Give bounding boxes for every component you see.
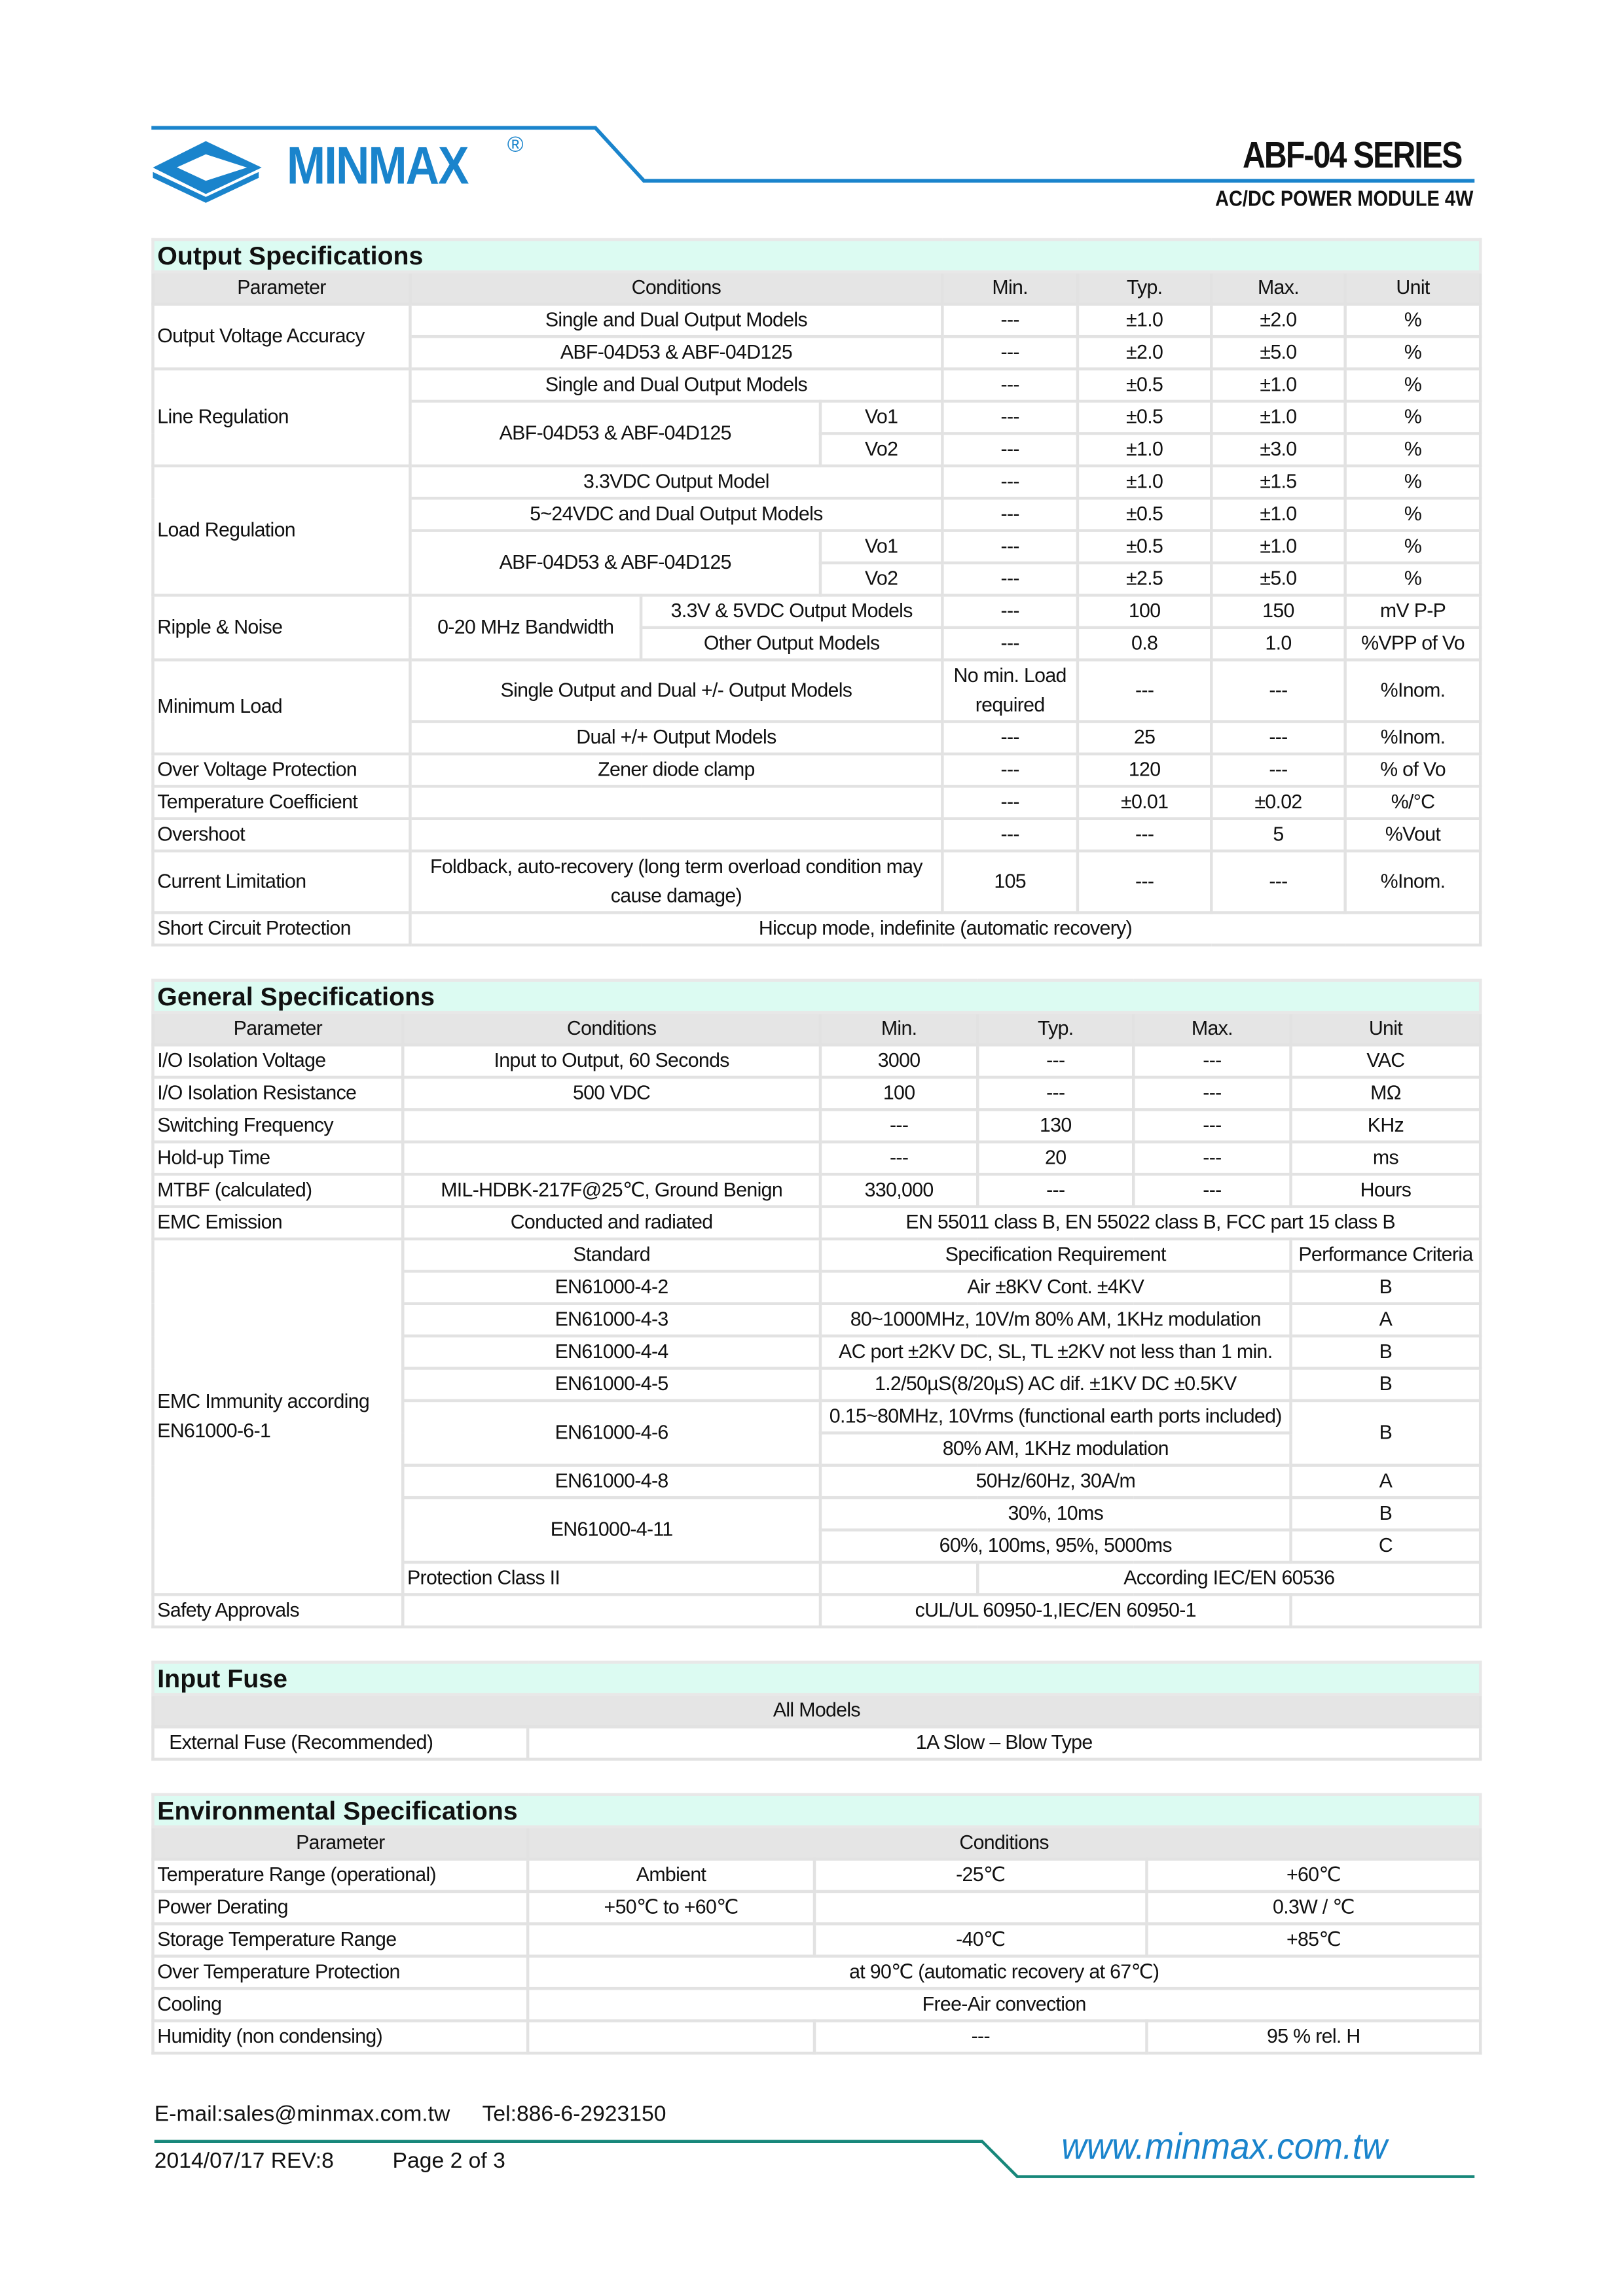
- value-cell: Vo1: [820, 401, 942, 433]
- parameter-cell: Minimum Load: [153, 660, 410, 754]
- value-cell: [410, 819, 942, 851]
- table-row: [153, 1988, 1481, 2020]
- table-row: [153, 1594, 1481, 1626]
- table-row: [153, 1859, 1481, 1892]
- value-cell: Zener diode clamp: [410, 754, 942, 786]
- parameter-cell: I/O Isolation Voltage: [153, 1045, 403, 1077]
- parameter-cell: Ripple & Noise: [153, 595, 410, 660]
- value-cell: Standard: [403, 1239, 820, 1271]
- parameter-cell: Cooling: [153, 1988, 528, 2020]
- value-cell: VAC: [1291, 1045, 1481, 1077]
- value-cell: Single and Dual Output Models: [410, 304, 942, 336]
- value-cell: ±0.01: [1078, 786, 1211, 818]
- value-cell: ABF-04D53 & ABF-04D125: [410, 336, 942, 368]
- value-cell: -25℃: [814, 1859, 1146, 1892]
- value-cell: 80% AM, 1KHz modulation: [820, 1433, 1291, 1465]
- value-cell: EN61000-4-2: [403, 1271, 820, 1303]
- value-cell: ---: [1211, 851, 1345, 912]
- parameter-cell: Current Limitation: [153, 851, 410, 912]
- value-cell: ---: [1078, 660, 1211, 721]
- value-cell: Single Output and Dual +/- Output Models: [410, 660, 942, 721]
- column-header: Parameter: [153, 272, 410, 304]
- table-row: [153, 1956, 1481, 1988]
- value-cell: ---: [942, 304, 1078, 336]
- footer-page-number: Page 2 of 3: [392, 2148, 505, 2174]
- value-cell: at 90℃ (automatic recovery at 67℃): [528, 1956, 1480, 1988]
- value-cell: ±5.0: [1211, 563, 1345, 595]
- value-cell: 0.15~80MHz, 10Vrms (functional earth ports included): [820, 1401, 1291, 1433]
- table-row: [153, 1892, 1481, 1924]
- value-cell: 120: [1078, 754, 1211, 786]
- value-cell: 3.3V & 5VDC Output Models: [641, 595, 942, 627]
- value-cell: ±0.5: [1078, 401, 1211, 433]
- value-cell: EN61000-4-5: [403, 1369, 820, 1401]
- value-cell: +50℃ to +60℃: [528, 1892, 814, 1924]
- value-cell: %: [1345, 531, 1481, 563]
- value-cell: ---: [1211, 754, 1345, 786]
- value-cell: 0.3W / ℃: [1146, 1892, 1480, 1924]
- parameter-cell: EMC Emission: [153, 1207, 403, 1239]
- parameter-cell: Safety Approvals: [153, 1594, 403, 1626]
- value-cell: Other Output Models: [641, 628, 942, 660]
- value-cell: ±1.0: [1078, 304, 1211, 336]
- value-cell: mV P-P: [1345, 595, 1481, 627]
- section-title-row: [153, 1662, 1481, 1695]
- value-cell: ---: [1133, 1109, 1290, 1141]
- column-header: Unit: [1291, 1013, 1481, 1045]
- value-cell: ms: [1291, 1142, 1481, 1174]
- value-cell: ---: [1133, 1077, 1290, 1109]
- column-header: Max.: [1133, 1013, 1290, 1045]
- value-cell: ---: [942, 819, 1078, 851]
- brand-logo-text: MINMAX: [286, 135, 468, 196]
- value-cell: MΩ: [1291, 1077, 1481, 1109]
- value-cell: ---: [942, 786, 1078, 818]
- column-header: All Models: [153, 1695, 1481, 1727]
- column-header: Unit: [1345, 272, 1481, 304]
- value-cell: A: [1291, 1465, 1481, 1498]
- value-cell: 1.2/50µS(8/20µS) AC dif. ±1KV DC ±0.5KV: [820, 1369, 1291, 1401]
- footer-website-link[interactable]: www.minmax.com.tw: [1061, 2126, 1388, 2168]
- value-cell: 5: [1211, 819, 1345, 851]
- column-header: Typ.: [1078, 272, 1211, 304]
- value-cell: %VPP of Vo: [1345, 628, 1481, 660]
- value-cell: 150: [1211, 595, 1345, 627]
- table-row: [153, 595, 1481, 627]
- table-row: [153, 1077, 1481, 1109]
- value-cell: 100: [820, 1077, 977, 1109]
- value-cell: [410, 786, 942, 818]
- value-cell: KHz: [1291, 1109, 1481, 1141]
- value-cell: ±0.02: [1211, 786, 1345, 818]
- value-cell: EN61000-4-8: [403, 1465, 820, 1498]
- output-specifications-table: [151, 238, 1482, 946]
- value-cell: [820, 1562, 977, 1594]
- value-cell: ---: [942, 754, 1078, 786]
- parameter-cell: Storage Temperature Range: [153, 1924, 528, 1956]
- parameter-cell: EMC Immunity according EN61000-6-1: [153, 1239, 403, 1594]
- value-cell: %Inom.: [1345, 851, 1481, 912]
- column-header: Max.: [1211, 272, 1345, 304]
- parameter-cell: Hold-up Time: [153, 1142, 403, 1174]
- value-cell: According IEC/EN 60536: [977, 1562, 1480, 1594]
- column-header: Min.: [820, 1013, 977, 1045]
- value-cell: EN61000-4-11: [403, 1498, 820, 1562]
- value-cell: A: [1291, 1304, 1481, 1336]
- value-cell: Vo2: [820, 563, 942, 595]
- value-cell: [528, 1924, 814, 1956]
- parameter-cell: Line Regulation: [153, 369, 410, 466]
- footer-email: E-mail:sales@minmax.com.tw: [154, 2102, 450, 2127]
- value-cell: 3.3VDC Output Model: [410, 466, 942, 498]
- value-cell: 500 VDC: [403, 1077, 820, 1109]
- table-row: [153, 466, 1481, 498]
- value-cell: ±1.0: [1078, 433, 1211, 465]
- table-row: [153, 1142, 1481, 1174]
- parameter-cell: Temperature Coefficient: [153, 786, 410, 818]
- value-cell: ---: [942, 722, 1078, 754]
- value-cell: cUL/UL 60950-1,IEC/EN 60950-1: [820, 1594, 1291, 1626]
- value-cell: ±1.0: [1211, 531, 1345, 563]
- value-cell: B: [1291, 1336, 1481, 1368]
- value-cell: ±3.0: [1211, 433, 1345, 465]
- table-row: [153, 754, 1481, 786]
- value-cell: -40℃: [814, 1924, 1146, 1956]
- value-cell: ---: [820, 1109, 977, 1141]
- section-title-row: [153, 980, 1481, 1013]
- value-cell: +60℃: [1146, 1859, 1480, 1892]
- table-row: [153, 369, 1481, 401]
- value-cell: ±1.0: [1211, 401, 1345, 433]
- value-cell: ABF-04D53 & ABF-04D125: [410, 531, 820, 596]
- value-cell: ---: [1078, 851, 1211, 912]
- value-cell: ---: [942, 628, 1078, 660]
- value-cell: 95 % rel. H: [1146, 2021, 1480, 2053]
- value-cell: Hours: [1291, 1174, 1481, 1206]
- series-title: ABF-04 SERIES: [1242, 135, 1462, 177]
- value-cell: [403, 1142, 820, 1174]
- input-fuse-table: [151, 1660, 1482, 1761]
- column-header: Conditions: [410, 272, 942, 304]
- table-row: [153, 912, 1481, 944]
- value-cell: %: [1345, 563, 1481, 595]
- value-cell: 30%, 10ms: [820, 1498, 1291, 1530]
- value-cell: %: [1345, 433, 1481, 465]
- value-cell: B: [1291, 1498, 1481, 1530]
- column-header: Conditions: [403, 1013, 820, 1045]
- value-cell: [403, 1594, 820, 1626]
- value-cell: 0-20 MHz Bandwidth: [410, 595, 641, 660]
- value-cell: %: [1345, 401, 1481, 433]
- value-cell: 100: [1078, 595, 1211, 627]
- value-cell: % of Vo: [1345, 754, 1481, 786]
- value-cell: Input to Output, 60 Seconds: [403, 1045, 820, 1077]
- value-cell: Conducted and radiated: [403, 1207, 820, 1239]
- value-cell: +85℃: [1146, 1924, 1480, 1956]
- column-header: Parameter: [153, 1013, 403, 1045]
- value-cell: ---: [942, 595, 1078, 627]
- environmental-specifications-table: [151, 1793, 1482, 2055]
- value-cell: EN61000-4-6: [403, 1401, 820, 1465]
- value-cell: ±2.0: [1078, 336, 1211, 368]
- section-title: Output Specifications: [153, 240, 1481, 272]
- page-footer: [151, 2102, 1479, 2193]
- value-cell: 1.0: [1211, 628, 1345, 660]
- value-cell: [528, 2021, 814, 2053]
- table-row: [153, 819, 1481, 851]
- footer-date-revision: 2014/07/17 REV:8: [154, 2148, 334, 2174]
- value-cell: 5~24VDC and Dual Output Models: [410, 498, 942, 530]
- table-row: [153, 1727, 1481, 1759]
- table-row: [153, 1045, 1481, 1077]
- value-cell: ---: [1133, 1045, 1290, 1077]
- value-cell: Single and Dual Output Models: [410, 369, 942, 401]
- value-cell: Specification Requirement: [820, 1239, 1291, 1271]
- section-title: General Specifications: [153, 980, 1481, 1013]
- general-specifications-table: [151, 979, 1482, 1629]
- value-cell: ---: [977, 1077, 1133, 1109]
- parameter-cell: Temperature Range (operational): [153, 1859, 528, 1892]
- value-cell: 50Hz/60Hz, 30A/m: [820, 1465, 1291, 1498]
- value-cell: ---: [977, 1174, 1133, 1206]
- value-cell: 60%, 100ms, 95%, 5000ms: [820, 1530, 1291, 1562]
- value-cell: Vo1: [820, 531, 942, 563]
- value-cell: Hiccup mode, indefinite (automatic recovery): [410, 912, 1480, 944]
- value-cell: %: [1345, 336, 1481, 368]
- table-row: [153, 1109, 1481, 1141]
- product-subtitle: AC/DC POWER MODULE 4W: [1214, 187, 1473, 212]
- value-cell: 1A Slow – Blow Type: [528, 1727, 1480, 1759]
- value-cell: %: [1345, 466, 1481, 498]
- value-cell: %: [1345, 498, 1481, 530]
- value-cell: ---: [1211, 660, 1345, 721]
- value-cell: AC port ±2KV DC, SL, TL ±2KV not less than 1 min.: [820, 1336, 1291, 1368]
- section-title-row: [153, 240, 1481, 272]
- value-cell: No min. Load required: [942, 660, 1078, 721]
- value-cell: ---: [942, 401, 1078, 433]
- value-cell: Performance Criteria: [1291, 1239, 1481, 1271]
- parameter-cell: Overshoot: [153, 819, 410, 851]
- value-cell: [1291, 1594, 1481, 1626]
- value-cell: %Inom.: [1345, 660, 1481, 721]
- section-title-row: [153, 1795, 1481, 1827]
- table-row: [153, 660, 1481, 721]
- minmax-logo-icon: [153, 141, 262, 203]
- value-cell: ---: [942, 498, 1078, 530]
- value-cell: ---: [814, 2021, 1146, 2053]
- parameter-cell: External Fuse (Recommended): [153, 1727, 528, 1759]
- registered-mark: ®: [507, 132, 524, 158]
- parameter-cell: Over Temperature Protection: [153, 1956, 528, 1988]
- value-cell: ±0.5: [1078, 531, 1211, 563]
- value-cell: ---: [977, 1045, 1133, 1077]
- value-cell: 330,000: [820, 1174, 977, 1206]
- value-cell: B: [1291, 1401, 1481, 1465]
- value-cell: ±2.0: [1211, 304, 1345, 336]
- value-cell: 80~1000MHz, 10V/m 80% AM, 1KHz modulation: [820, 1304, 1291, 1336]
- spec-tables: [151, 238, 1479, 2193]
- value-cell: B: [1291, 1271, 1481, 1303]
- header-row: [153, 1695, 1481, 1727]
- parameter-cell: Power Derating: [153, 1892, 528, 1924]
- value-cell: ±0.5: [1078, 498, 1211, 530]
- parameter-cell: Over Voltage Protection: [153, 754, 410, 786]
- value-cell: Ambient: [528, 1859, 814, 1892]
- parameter-cell: Switching Frequency: [153, 1109, 403, 1141]
- value-cell: 130: [977, 1109, 1133, 1141]
- value-cell: ---: [942, 563, 1078, 595]
- value-cell: ---: [942, 466, 1078, 498]
- header-row: [153, 1827, 1481, 1859]
- table-row: [153, 304, 1481, 336]
- table-row: [153, 2021, 1481, 2053]
- value-cell: 105: [942, 851, 1078, 912]
- value-cell: Free-Air convection: [528, 1988, 1480, 2020]
- parameter-cell: I/O Isolation Resistance: [153, 1077, 403, 1109]
- value-cell: %: [1345, 304, 1481, 336]
- value-cell: ±0.5: [1078, 369, 1211, 401]
- parameter-cell: Protection Class II: [403, 1562, 820, 1594]
- value-cell: Foldback, auto-recovery (long term overload condition may cause damage): [410, 851, 942, 912]
- header-row: [153, 272, 1481, 304]
- value-cell: B: [1291, 1369, 1481, 1401]
- table-row: [153, 1207, 1481, 1239]
- value-cell: ---: [1133, 1142, 1290, 1174]
- value-cell: ---: [1211, 722, 1345, 754]
- value-cell: %Inom.: [1345, 722, 1481, 754]
- value-cell: 0.8: [1078, 628, 1211, 660]
- value-cell: ---: [820, 1142, 977, 1174]
- table-row: [153, 1174, 1481, 1206]
- column-header: Min.: [942, 272, 1078, 304]
- value-cell: Air ±8KV Cont. ±4KV: [820, 1271, 1291, 1303]
- table-row: [153, 1239, 1481, 1271]
- value-cell: ±2.5: [1078, 563, 1211, 595]
- column-header: Typ.: [977, 1013, 1133, 1045]
- value-cell: [403, 1109, 820, 1141]
- value-cell: ---: [1133, 1174, 1290, 1206]
- value-cell: %/°C: [1345, 786, 1481, 818]
- value-cell: EN 55011 class B, EN 55022 class B, FCC part 15 class B: [820, 1207, 1480, 1239]
- value-cell: ±1.0: [1078, 466, 1211, 498]
- value-cell: ---: [942, 369, 1078, 401]
- value-cell: C: [1291, 1530, 1481, 1562]
- value-cell: Dual +/+ Output Models: [410, 722, 942, 754]
- value-cell: [814, 1892, 1146, 1924]
- value-cell: 20: [977, 1142, 1133, 1174]
- parameter-cell: Humidity (non condensing): [153, 2021, 528, 2053]
- value-cell: ±1.0: [1211, 369, 1345, 401]
- value-cell: ±1.0: [1211, 498, 1345, 530]
- parameter-cell: MTBF (calculated): [153, 1174, 403, 1206]
- value-cell: %: [1345, 369, 1481, 401]
- value-cell: ABF-04D53 & ABF-04D125: [410, 401, 820, 466]
- parameter-cell: Short Circuit Protection: [153, 912, 410, 944]
- value-cell: 3000: [820, 1045, 977, 1077]
- parameter-cell: Output Voltage Accuracy: [153, 304, 410, 369]
- section-title: Environmental Specifications: [153, 1795, 1481, 1827]
- column-header: Conditions: [528, 1827, 1480, 1859]
- header-row: [153, 1013, 1481, 1045]
- parameter-cell: Load Regulation: [153, 466, 410, 596]
- section-title: Input Fuse: [153, 1662, 1481, 1695]
- value-cell: ±5.0: [1211, 336, 1345, 368]
- table-row: [153, 786, 1481, 818]
- value-cell: MIL-HDBK-217F@25℃, Ground Benign: [403, 1174, 820, 1206]
- table-row: [153, 851, 1481, 912]
- value-cell: 25: [1078, 722, 1211, 754]
- value-cell: EN61000-4-4: [403, 1336, 820, 1368]
- value-cell: EN61000-4-3: [403, 1304, 820, 1336]
- value-cell: %Vout: [1345, 819, 1481, 851]
- column-header: Parameter: [153, 1827, 528, 1859]
- value-cell: ---: [942, 336, 1078, 368]
- value-cell: ---: [942, 433, 1078, 465]
- value-cell: ---: [1078, 819, 1211, 851]
- value-cell: ±1.5: [1211, 466, 1345, 498]
- value-cell: Vo2: [820, 433, 942, 465]
- footer-tel: Tel:886-6-2923150: [482, 2102, 666, 2127]
- table-row: [153, 1924, 1481, 1956]
- value-cell: ---: [942, 531, 1078, 563]
